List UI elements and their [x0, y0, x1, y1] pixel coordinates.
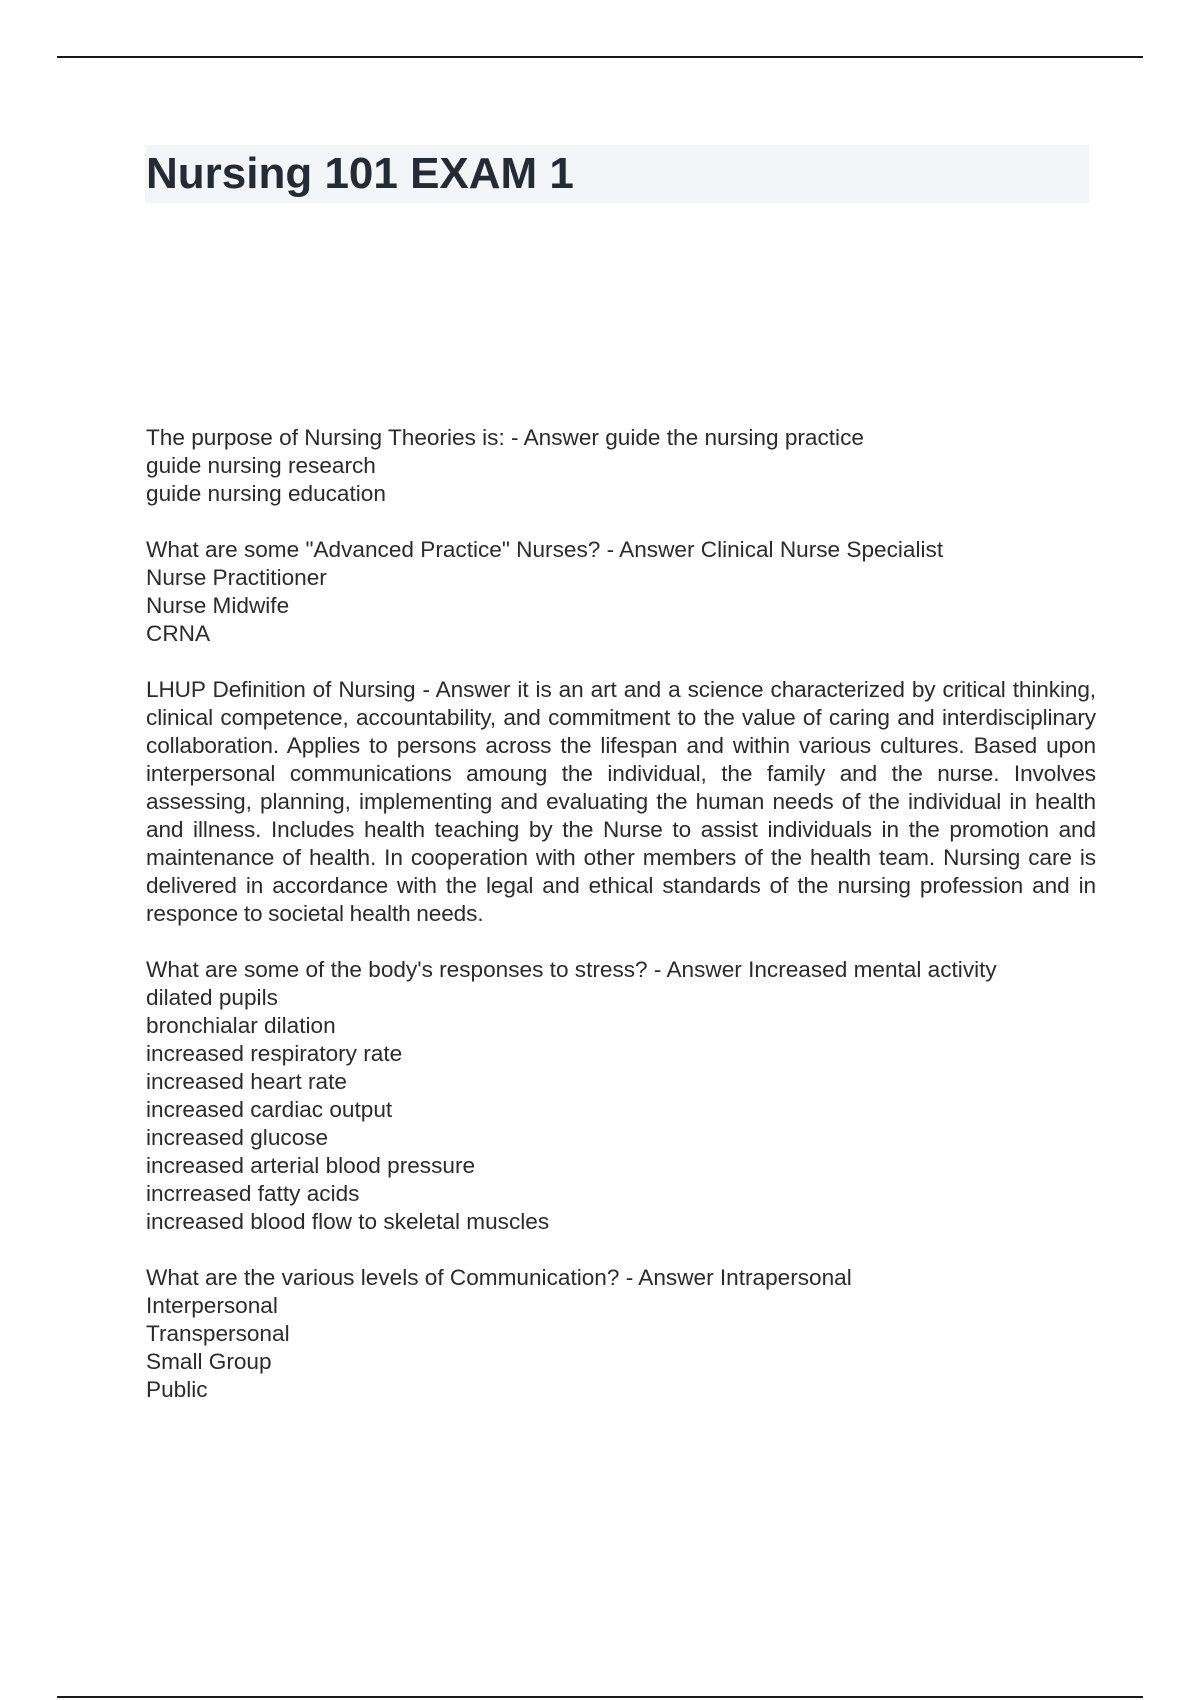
question-answer-line: The purpose of Nursing Theories is: - Answer guide the nursing practice [146, 425, 864, 450]
answer-line: Nurse Midwife [146, 593, 290, 618]
answer-line: increased heart rate [146, 1069, 347, 1094]
qa-item-advanced-practice [146, 536, 1096, 648]
answer-line: CRNA [146, 621, 211, 646]
answer-line: Transpersonal [146, 1321, 290, 1346]
qa-list [146, 424, 1096, 1432]
qa-item-communication-levels [146, 1264, 1096, 1404]
qa-item-nursing-theories [146, 424, 1096, 508]
bottom-rule [57, 1696, 1143, 1698]
answer-line: guide nursing education [146, 481, 386, 506]
qa-item-stress-responses [146, 956, 1096, 1236]
question-answer-line: What are the various levels of Communication? - Answer Intrapersonal [146, 1265, 852, 1290]
answer-line: dilated pupils [146, 985, 278, 1010]
answer-line: increased blood flow to skeletal muscles [146, 1209, 550, 1234]
document-title: Nursing 101 EXAM 1 [146, 149, 574, 198]
top-rule [57, 56, 1143, 58]
answer-line: Public [146, 1377, 208, 1402]
answer-line: increased arterial blood pressure [146, 1153, 476, 1178]
answer-line: Nurse Practitioner [146, 565, 327, 590]
qa-item-lhup-definition [146, 676, 1096, 928]
answer-line: increased glucose [146, 1125, 329, 1150]
answer-line: Small Group [146, 1349, 272, 1374]
answer-line: Interpersonal [146, 1293, 278, 1318]
definition-paragraph: LHUP Definition of Nursing - Answer it is an art and a science characterized by critical thinking, clinical competence, accountability, and commitment to the value of caring and interdisciplinary collaboration. Applies to persons across the lifespan and within various cultures. Based upon interpersonal communications amoung the individual, the family and the nurse. Involves assessing, planning, implementing and evaluating the human needs of the individual in health and illness. Includes health teaching by the Nurse to assist individuals in the promotion and maintenance of health. In cooperation with other members of the health team. Nursing care is delivered in accordance with the legal and ethical standards of the nursing profession and in responce to societal health needs. [146, 677, 1096, 926]
answer-line: increased cardiac output [146, 1097, 393, 1122]
answer-line: incrreased fatty acids [146, 1181, 360, 1206]
answer-line: guide nursing research [146, 453, 376, 478]
question-answer-line: What are some "Advanced Practice" Nurses? - Answer Clinical Nurse Specialist [146, 537, 944, 562]
answer-line: increased respiratory rate [146, 1041, 403, 1066]
answer-line: bronchialar dilation [146, 1013, 336, 1038]
question-answer-line: What are some of the body's responses to stress? - Answer Increased mental activity [146, 957, 997, 982]
